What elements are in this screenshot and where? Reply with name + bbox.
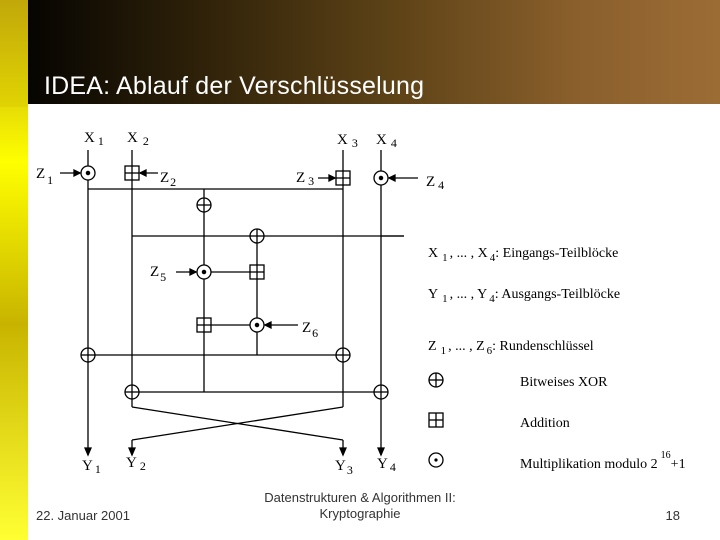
label-z3: Z $_3$ — [296, 170, 315, 188]
label-z6: $Z_6$ — [302, 320, 319, 340]
slide-title: IDEA: Ablauf der Verschlüsselung — [44, 72, 425, 100]
key-z3-arrowhead — [329, 175, 335, 181]
label-x1: X $_1$ — [84, 130, 104, 148]
legend-inputs: X $_1$ , ... , X $_4$: Eingangs-Teilblöcke — [428, 246, 619, 264]
multiplication-node-z5 — [197, 265, 211, 279]
label-z1: Z $_1$ — [36, 166, 54, 187]
key-z5-arrowhead — [190, 269, 196, 275]
legend-xor-label: Bitweises XOR — [520, 375, 608, 390]
legend-add-label: Addition — [520, 416, 570, 431]
footer-course-line1: Datenstrukturen & Algorithmen II: — [264, 490, 456, 505]
arrow-y1 — [85, 448, 91, 455]
multiplication-node-z6 — [250, 318, 264, 332]
xor-node-y2 — [125, 385, 139, 399]
multiplication-icon — [429, 453, 443, 467]
addition-node-z3 — [336, 171, 350, 185]
page-number: 18 — [665, 508, 680, 523]
label-z2: $Z_2$ — [160, 170, 177, 189]
addition-node-ma-1 — [250, 265, 264, 279]
label-x4: X $_4$ — [376, 132, 397, 150]
xor-icon — [429, 373, 443, 387]
legend-keys: Z $_1$ , ... , Z $_6$: Rundenschlüssel — [428, 339, 594, 357]
label-y1: Y $_1$ — [82, 458, 101, 476]
multiplication-node-z1 — [81, 166, 95, 180]
legend-mult-label: Multiplikation modulo $2^{16}+1$ — [520, 450, 686, 472]
label-z4: Z $_4$ — [426, 174, 445, 192]
key-z1-arrowhead — [74, 170, 80, 176]
legend-outputs: Y $_1$ , ... , Y $_4$: Ausgangs-Teilblöcke — [428, 287, 621, 305]
label-y3: $Y_3$ — [335, 458, 353, 477]
xor-node-1 — [197, 198, 211, 212]
arrow-y3 — [340, 448, 346, 455]
xor-node-y4 — [374, 385, 388, 399]
key-z6-arrowhead — [265, 322, 271, 328]
arrow-y4 — [378, 448, 384, 455]
key-z2-arrowhead — [140, 170, 146, 176]
addition-icon — [429, 413, 443, 427]
footer-date: 22. Januar 2001 — [36, 508, 130, 523]
label-y4: Y $_4$ — [377, 456, 396, 474]
addition-node-z2 — [125, 166, 139, 180]
footer-course-line2: Kryptographie — [319, 506, 401, 521]
label-x3: X $_3$ — [337, 132, 358, 150]
arrow-y2 — [129, 448, 135, 455]
label-z5: $Z_5$ — [150, 264, 167, 284]
footer-course-title — [230, 490, 490, 522]
xor-node-y1 — [81, 348, 95, 362]
label-x2: X $_2$ — [127, 130, 149, 148]
key-z4-arrowhead — [389, 175, 395, 181]
label-y2: Y $_2$ — [126, 455, 146, 473]
addition-node-ma-2 — [197, 318, 211, 332]
xor-node-y3 — [336, 348, 350, 362]
xor-node-2 — [250, 229, 264, 243]
multiplication-node-z4 — [374, 171, 388, 185]
